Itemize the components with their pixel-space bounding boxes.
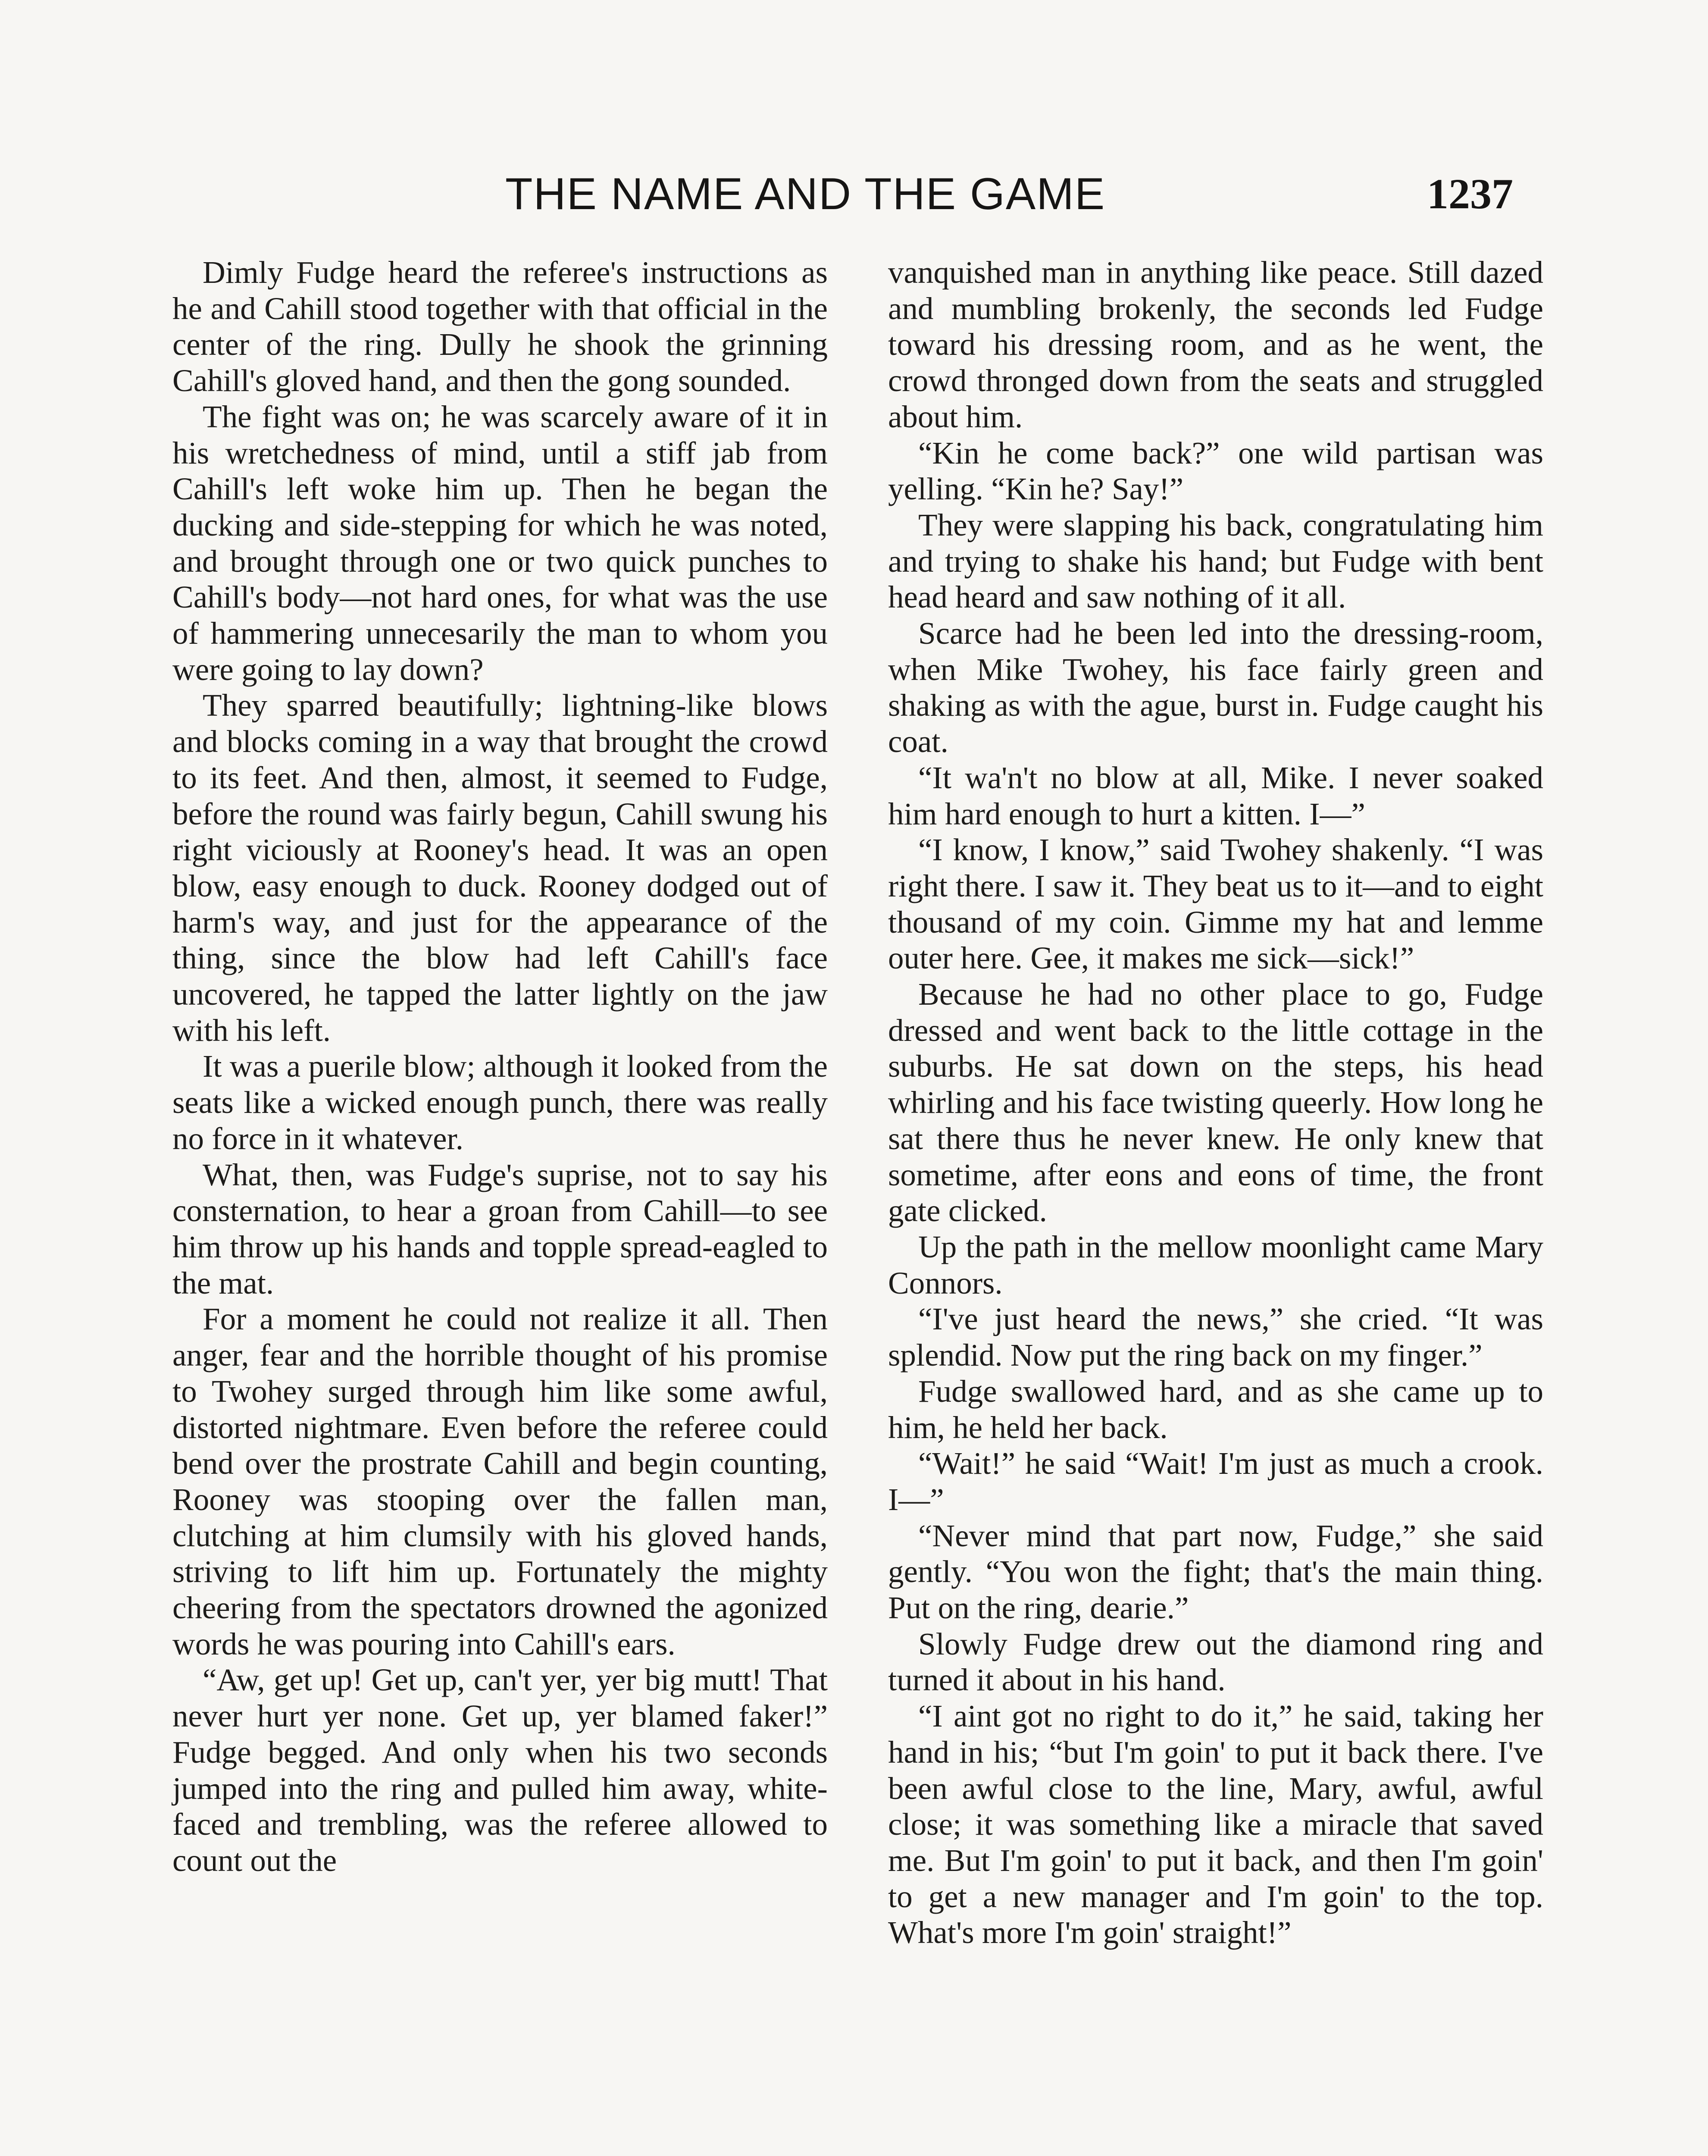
paragraph: Dimly Fudge heard the referee's instructions as he and Cahill stood together with that official in the center of the ring. Dully he shook the grinning Cahill's gloved hand, and then the gong sounded. (172, 255, 828, 398)
paragraph: “I aint got no right to do it,” he said, taking her hand in his; “but I'm goin' to put it back there. I've been awful close to the line, Mary, awful, awful close; it was something like a miracle that saved me. But I'm goin' to put it back, and then I'm goin' to get a new manager and I'm goin' to the top. What's more I'm goin' straight!” (888, 1698, 1543, 1950)
paragraph: “Aw, get up! Get up, can't yer, yer big mutt! That never hurt yer none. Get up, yer blamed faker!” Fudge begged. And only when his two seconds jumped into the ring and pulled him away, white-faced and trembling, was the referee allowed to count out the (172, 1662, 828, 1878)
paragraph: “It wa'n't no blow at all, Mike. I never soaked him hard enough to hurt a kitten. I—” (888, 760, 1543, 831)
paragraph: They sparred beautifully; lightning-like blows and blocks coming in a way that brought the crowd to its feet. And then, almost, it seemed to Fudge, before the round was fairly begun, Cahill swung his right viciously at Rooney's head. It was an open blow, easy enough to duck. Rooney dodged out of harm's way, and just for the appearance of the thing, since the blow had left Cahill's face uncovered, he tapped the latter lightly on the jaw with his left. (172, 688, 828, 1048)
paragraph: Up the path in the mellow moonlight came Mary Connors. (888, 1229, 1543, 1300)
paragraph: “Kin he come back?” one wild partisan was yelling. “Kin he? Say!” (888, 435, 1543, 507)
body-text (172, 254, 1543, 2156)
paragraph-continued: vanquished man in anything like peace. Still dazed and mumbling brokenly, the seconds led Fudge toward his dressing room, and as he went, the crowd thronged down from the seats and struggled about him. (888, 255, 1543, 434)
page-number: 1237 (1427, 170, 1513, 218)
paragraph: The fight was on; he was scarcely aware of it in his wretchedness of mind, until a stiff jab from Cahill's left woke him up. Then he began the ducking and side-stepping for which he was noted, and brought through one or two quick punches to Cahill's body—not hard ones, for what was the use of hammering unnecesarily the man to whom you were going to lay down? (172, 399, 828, 687)
page-header (0, 164, 1708, 224)
paragraph: Slowly Fudge drew out the diamond ring and turned it about in his hand. (888, 1626, 1543, 1698)
paragraph: What, then, was Fudge's suprise, not to say his consternation, to hear a groan from Cahill—to see him throw up his hands and topple spread-eagled to the mat. (172, 1157, 828, 1300)
right-column (888, 254, 1543, 2156)
paragraph: Because he had no other place to go, Fudge dressed and went back to the little cottage in the suburbs. He sat down on the steps, his head whirling and his face twisting queerly. How long he sat there thus he never knew. He only knew that sometime, after eons and eons of time, the front gate clicked. (888, 977, 1543, 1228)
paragraph: “Wait!” he said “Wait! I'm just as much a crook. I—” (888, 1446, 1543, 1517)
paragraph: They were slapping his back, congratulating him and trying to shake his hand; but Fudge with bent head heard and saw nothing of it all. (888, 507, 1543, 615)
paragraph: Scarce had he been led into the dressing-room, when Mike Twohey, his face fairly green and shaking as with the ague, burst in. Fudge caught his coat. (888, 616, 1543, 759)
paragraph: “I know, I know,” said Twohey shakenly. “I was right there. I saw it. They beat us to it—and to eight thousand of my coin. Gimme my hat and lemme outer here. Gee, it makes me sick—sick!” (888, 832, 1543, 976)
paragraph: “I've just heard the news,” she cried. “It was splendid. Now put the ring back on my finger.” (888, 1301, 1543, 1373)
paragraph: Fudge swallowed hard, and as she came up to him, he held her back. (888, 1373, 1543, 1445)
paragraph: For a moment he could not realize it all. Then anger, fear and the horrible thought of his promise to Twohey surged through him like some awful, distorted nightmare. Even before the referee could bend over the prostrate Cahill and begin counting, Rooney was stooping over the fallen man, clutching at him clumsily with his gloved hands, striving to lift him up. Fortunately the mighty cheering from the spectators drowned the agonized words he was pouring into Cahill's ears. (172, 1301, 828, 1661)
paragraph: “Never mind that part now, Fudge,” she said gently. “You won the fight; that's the main thing. Put on the ring, dearie.” (888, 1518, 1543, 1626)
paragraph: It was a puerile blow; although it looked from the seats like a wicked enough punch, there was really no force in it whatever. (172, 1049, 828, 1156)
left-column (172, 254, 828, 2156)
running-title: THE NAME AND THE GAME (505, 169, 1106, 219)
